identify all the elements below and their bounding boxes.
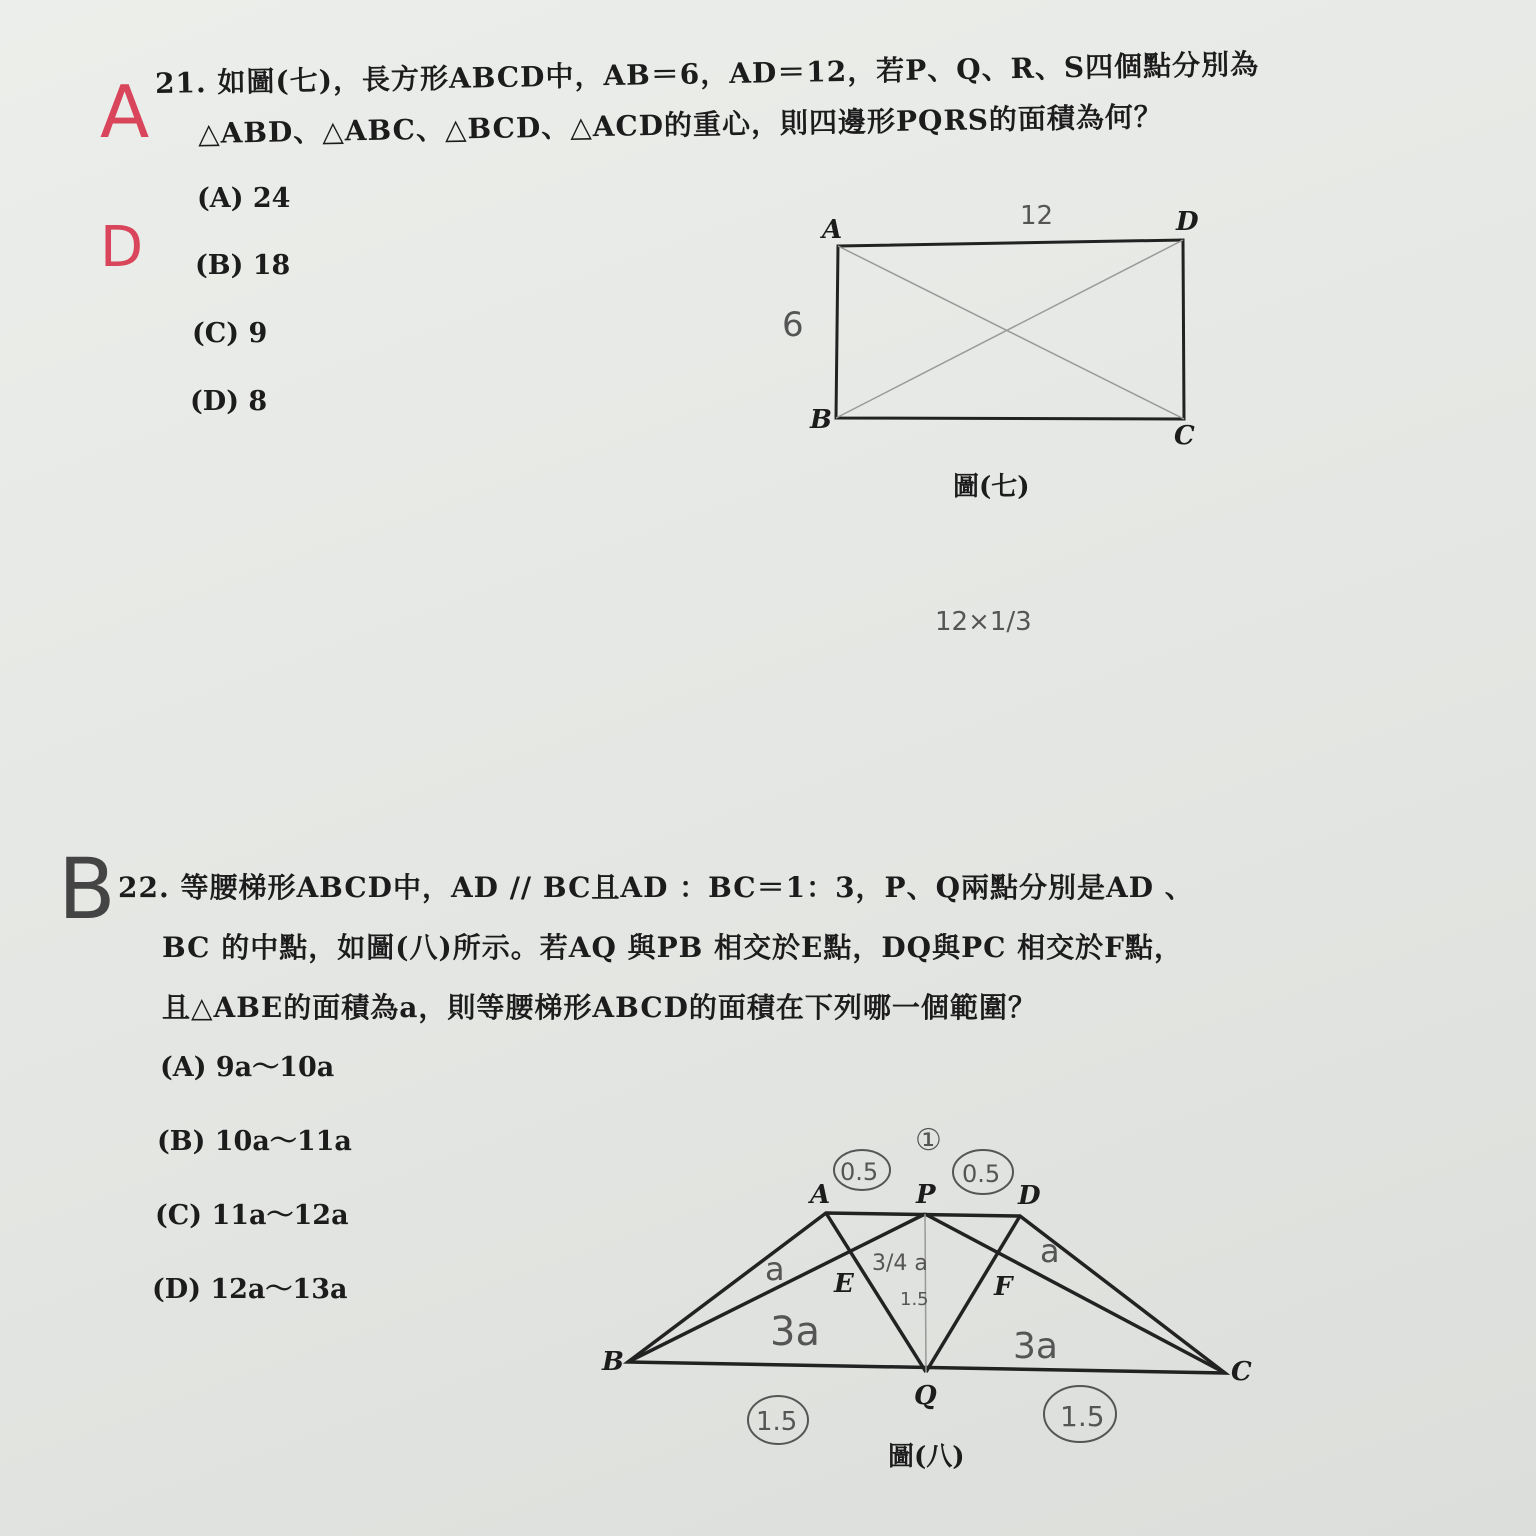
fig7-side-6: 6	[782, 305, 804, 345]
segment-pc	[925, 1214, 1225, 1373]
fig7-label-a: A	[822, 215, 843, 245]
q21-alt-mark: D	[100, 215, 144, 280]
fig8-label-d: D	[1018, 1181, 1041, 1211]
q21-answer-mark: A	[100, 70, 150, 154]
note-bottom-right-15: 1.5	[1060, 1400, 1105, 1433]
figure-7	[782, 201, 1199, 637]
q21-scratch-work: 12×1/3	[935, 607, 1032, 637]
q22-option-d: (D) 12a～13a	[152, 1274, 348, 1305]
fig7-side-12: 12	[1020, 201, 1054, 231]
note-mid-a: 3/4 a	[872, 1251, 928, 1276]
fig7-label-c: C	[1174, 421, 1195, 451]
q22-option-a: (A) 9a～10a	[160, 1052, 335, 1083]
pencil-diagonal-ac	[838, 246, 1184, 419]
figure-8	[601, 1123, 1252, 1444]
q22-line1: 22. 等腰梯形ABCD中，AD // BC且AD ：BC＝1：3，P、Q兩點分別是AD 、	[118, 871, 1194, 904]
q22-option-b: (B) 10a～11a	[157, 1126, 352, 1157]
note-a-left: a	[765, 1250, 785, 1288]
note-left-05: 0.5	[840, 1158, 879, 1186]
q22-option-c: (C) 11a～12a	[155, 1200, 349, 1231]
note-circled-1: ①	[915, 1123, 942, 1158]
q22-answer-mark: B	[58, 840, 116, 938]
fig8-label-b: B	[602, 1347, 624, 1377]
note-bottom-left-15: 1.5	[756, 1407, 798, 1437]
fig8-label-f: F	[994, 1272, 1013, 1302]
figure-7-caption: 圖(七)	[953, 472, 1030, 502]
q21-line2: △ABD、△ABC、△BCD、△ACD的重心，則四邊形PQRS的面積為何？	[197, 100, 1164, 150]
note-right-05: 0.5	[962, 1160, 1001, 1188]
fig7-label-d: D	[1176, 207, 1199, 237]
fig8-label-a: A	[810, 1180, 831, 1210]
figure-8-caption: 圖(八)	[888, 1442, 965, 1472]
note-3a-right: 3a	[1013, 1326, 1058, 1367]
note-a-right: a	[1040, 1232, 1060, 1270]
fig8-label-e: E	[834, 1269, 854, 1299]
fig7-label-b: B	[810, 405, 832, 435]
fig8-label-c: C	[1231, 1357, 1252, 1387]
q21-option-b: (B) 18	[195, 250, 291, 281]
q22-line3: 且△ABE的面積為a，則等腰梯形ABCD的面積在下列哪一個範圍？	[162, 991, 1037, 1024]
q21-option-d: (D) 8	[190, 386, 268, 417]
q21-line1: 21. 如圖(七)，長方形ABCD中，AB＝6，AD＝12，若P、Q、R、S四個點分別為	[154, 47, 1260, 100]
pencil-diagonal-bd	[836, 240, 1183, 418]
q22-line2: BC 的中點，如圖(八)所示。若AQ 與PB 相交於E點，DQ與PC 相交於F點，	[162, 931, 1184, 964]
q21-option-c: (C) 9	[192, 318, 268, 349]
q21-option-a: (A) 24	[197, 183, 291, 214]
fig8-label-q: Q	[914, 1381, 937, 1411]
note-mid-15: 1.5	[900, 1289, 929, 1310]
fig8-label-p: P	[916, 1180, 936, 1210]
note-3a-left: 3a	[770, 1309, 820, 1355]
